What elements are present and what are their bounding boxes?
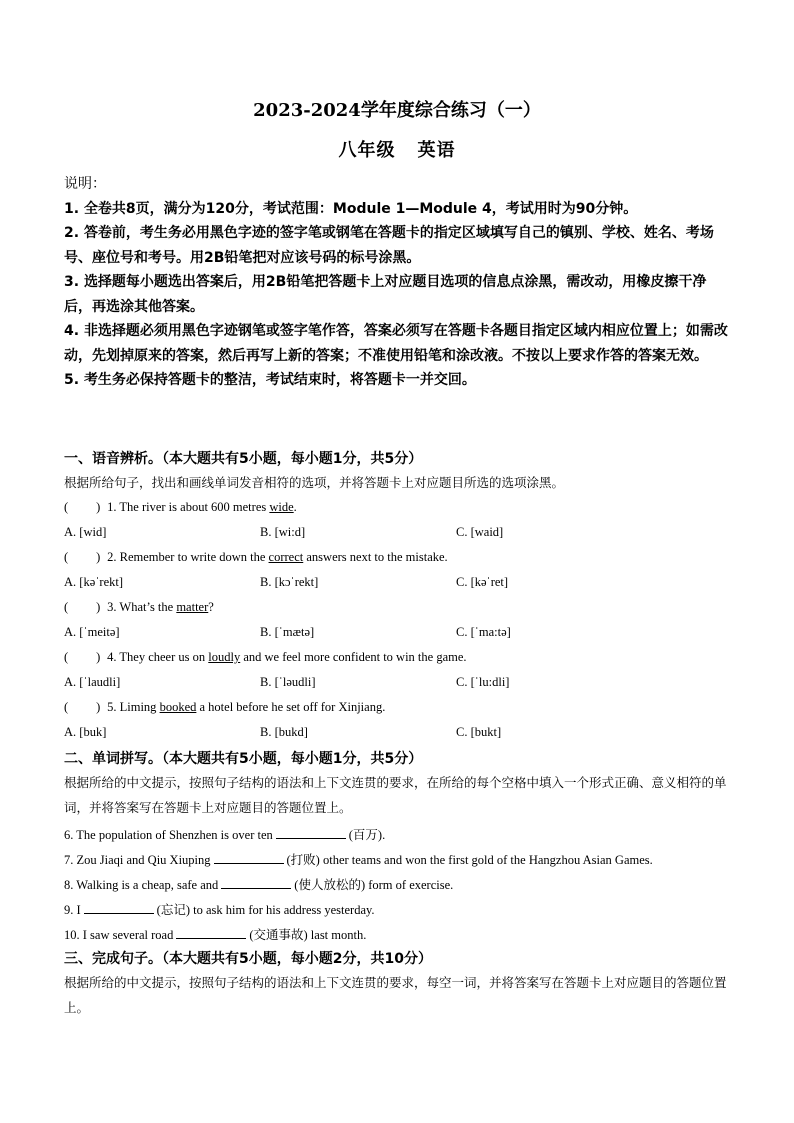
instruction-item: 3. 选择题每小题选出答案后，用2B铅笔把答题卡上对应题目选项的信息点涂黑，需改动，用橡皮擦干净后，再选涂其他答案。	[64, 274, 707, 315]
spelling-item-9: 9. I (忘记) to ask him for his address yesterday.	[64, 903, 375, 917]
option-c: C. [kəˈret]	[456, 575, 509, 589]
underlined-word: wide	[269, 500, 294, 514]
answer-blank[interactable]	[214, 853, 284, 864]
option-b: B. [ˈləudli]	[260, 675, 316, 689]
instruction-item: 5. 考生务必保持答题卡的整洁，考试结束时，将答题卡一并交回。	[64, 372, 476, 388]
exam-subtitle	[0, 136, 794, 162]
answer-blank[interactable]	[276, 828, 346, 839]
instruction-item: 1. 全卷共8页，满分为120分，考试范围：Module 1—Module 4，考试用时为90分钟。	[64, 200, 638, 217]
answer-blank[interactable]	[84, 903, 154, 914]
spelling-item-8: 8. Walking is a cheap, safe and (使人放松的) form of exercise.	[64, 878, 454, 892]
instructions-label: 说明：	[64, 176, 106, 192]
section2-note: 根据所给的中文提示，按照句子结构的语法和上下文连贯的要求，在所给的每个空格中填入一个形式正确、意义相符的单词，并将答案写在答题卡上对应题目的答题位置上。	[64, 775, 727, 815]
section3-note: 根据所给的中文提示，按照句子结构的语法和上下文连贯的要求，每空一词，并将答案写在答题卡上对应题目的答题位置上。	[64, 975, 727, 1015]
option-a: A. [wid]	[64, 525, 107, 539]
question-2: ( ) 2. Remember to write down the correct answers next to the mistake.	[64, 550, 448, 564]
option-c: C. [waid]	[456, 525, 504, 539]
underlined-word: matter	[176, 600, 209, 614]
spelling-item-7: 7. Zou Jiaqi and Qiu Xiuping (打败) other teams and won the first gold of the Hangzhou Asian Games.	[64, 853, 653, 867]
underlined-word: correct	[268, 550, 304, 564]
option-b: B. [kɔˈrekt]	[260, 575, 319, 589]
question-3: ( ) 3. What’s the matter?	[64, 600, 214, 614]
instruction-item: 4. 非选择题必须用黑色字迹钢笔或签字笔作答，答案必须写在答题卡各题目指定区域内相应位置上；如需改动，先划掉原来的答案，然后再写上新的答案；不准使用铅笔和涂改液。不按以上要求作答的答案无效。	[64, 323, 728, 364]
option-b: B. [wi:d]	[260, 525, 306, 539]
option-a: A. [kəˈrekt]	[64, 575, 123, 589]
question-4: ( ) 4. They cheer us on loudly and we feel more confident to win the game.	[64, 650, 467, 664]
option-b: B. [bukd]	[260, 725, 308, 739]
spelling-item-10: 10. I saw several road (交通事故) last month.	[64, 928, 367, 942]
question-5: ( ) 5. Liming booked a hotel before he set off for Xinjiang.	[64, 700, 386, 714]
question-1: ( ) 1. The river is about 600 metres wide.	[64, 500, 297, 514]
instruction-item: 2. 答卷前，考生务必用黑色字迹的签字笔或钢笔在答题卡的指定区域填写自己的镇别、学校、姓名、考场号、座位号和考号。用2B铅笔把对应该号码的标号涂黑。	[64, 225, 714, 266]
answer-blank[interactable]	[221, 878, 291, 889]
section1-heading: 一、语音辨析。（本大题共有5小题，每小题1分，共5分）	[64, 451, 423, 467]
underlined-word: booked	[159, 700, 197, 714]
section3-heading: 三、完成句子。（本大题共有5小题，每小题2分，共10分）	[64, 951, 432, 967]
option-b: B. [ˈmætə]	[260, 625, 315, 639]
answer-blank[interactable]	[176, 928, 246, 939]
option-c: C. [bukt]	[456, 725, 502, 739]
option-a: A. [ˈlaudli]	[64, 675, 121, 689]
instructions	[64, 172, 734, 393]
option-c: C. [ˈlu:dli]	[456, 675, 510, 689]
option-c: C. [ˈma:tə]	[456, 625, 511, 639]
exam-title: 2023-2024学年度综合练习（一）	[253, 100, 541, 121]
grade-label: 八年级	[338, 140, 396, 161]
option-a: A. [buk]	[64, 725, 107, 739]
section1-note: 根据所给句子，找出和画线单词发音相符的选项，并将答题卡上对应题目所选的选项涂黑。	[64, 475, 565, 490]
section2-heading: 二、单词拼写。（本大题共有5小题，每小题1分，共5分）	[64, 751, 423, 767]
spelling-item-6: 6. The population of Shenzhen is over ten (百万).	[64, 828, 386, 842]
option-a: A. [ˈmeitə]	[64, 625, 120, 639]
subject-label: 英语	[417, 140, 456, 161]
underlined-word: loudly	[208, 650, 241, 664]
